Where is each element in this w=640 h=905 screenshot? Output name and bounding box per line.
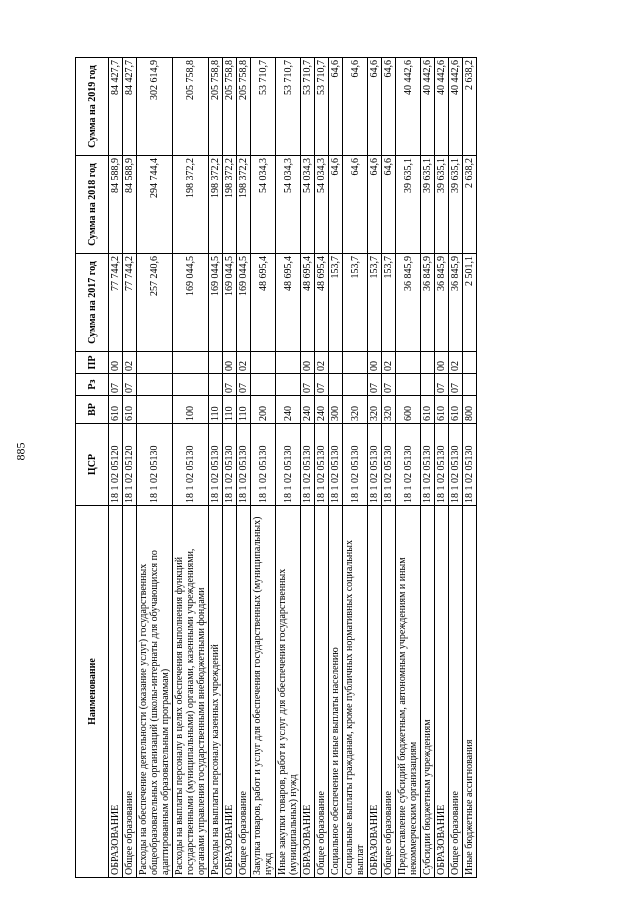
row-name: ОБРАЗОВАНИЕ bbox=[109, 506, 123, 878]
row-sum-2018: 198 372,2 bbox=[237, 156, 251, 254]
row-vr: 800 bbox=[463, 396, 477, 424]
row-sum-2017: 48 695,4 bbox=[276, 254, 301, 352]
row-vr: 600 bbox=[396, 396, 421, 424]
row-sum-2017: 36 845,9 bbox=[435, 254, 449, 352]
row-csr: 18 1 02 05130 bbox=[209, 424, 223, 506]
table-row bbox=[368, 58, 382, 878]
table-row bbox=[435, 58, 449, 878]
row-name: ОБРАЗОВАНИЕ bbox=[368, 506, 382, 878]
row-vr: 610 bbox=[449, 396, 463, 424]
table-body bbox=[109, 58, 477, 878]
row-sum-2019: 40 442,6 bbox=[396, 58, 421, 156]
row-sum-2019: 40 442,6 bbox=[449, 58, 463, 156]
row-rz: 07 bbox=[435, 374, 449, 396]
row-sum-2018: 294 744,4 bbox=[137, 156, 173, 254]
row-sum-2018: 54 034,3 bbox=[251, 156, 276, 254]
row-vr: 320 bbox=[368, 396, 382, 424]
header-sum-2019: Сумма на 2019 год bbox=[76, 58, 109, 156]
row-vr: 610 bbox=[435, 396, 449, 424]
table-row bbox=[123, 58, 137, 878]
row-rz: 07 bbox=[109, 374, 123, 396]
row-sum-2019: 302 614,9 bbox=[137, 58, 173, 156]
row-rz bbox=[421, 374, 435, 396]
header-csr: ЦСР bbox=[76, 424, 109, 506]
rotated-page-content bbox=[75, 58, 570, 878]
row-vr: 100 bbox=[173, 396, 209, 424]
row-name: Иные бюджетные ассигнования bbox=[463, 506, 477, 878]
row-name: Общее образование bbox=[449, 506, 463, 878]
row-pr bbox=[209, 352, 223, 374]
header-rz: Рз bbox=[76, 374, 109, 396]
row-sum-2019: 64,6 bbox=[343, 58, 368, 156]
row-sum-2019: 2 638,2 bbox=[463, 58, 477, 156]
row-sum-2018: 39 635,1 bbox=[396, 156, 421, 254]
row-sum-2017: 48 695,4 bbox=[251, 254, 276, 352]
row-csr: 18 1 02 05130 bbox=[276, 424, 301, 506]
row-vr: 110 bbox=[223, 396, 237, 424]
row-sum-2018: 64,6 bbox=[343, 156, 368, 254]
row-sum-2017: 153,7 bbox=[368, 254, 382, 352]
row-csr: 18 1 02 05130 bbox=[173, 424, 209, 506]
row-vr: 110 bbox=[237, 396, 251, 424]
row-rz: 07 bbox=[223, 374, 237, 396]
header-sum-2017: Сумма на 2017 год bbox=[76, 254, 109, 352]
row-sum-2018: 54 034,3 bbox=[301, 156, 315, 254]
row-pr: 00 bbox=[109, 352, 123, 374]
row-sum-2017: 77 744,2 bbox=[109, 254, 123, 352]
row-sum-2019: 84 427,7 bbox=[123, 58, 137, 156]
row-csr: 18 1 02 05130 bbox=[368, 424, 382, 506]
table-row bbox=[276, 58, 301, 878]
row-csr: 18 1 02 05130 bbox=[396, 424, 421, 506]
header-sum-2018: Сумма на 2018 год bbox=[76, 156, 109, 254]
row-vr: 300 bbox=[329, 396, 343, 424]
row-pr: 00 bbox=[368, 352, 382, 374]
row-csr: 18 1 02 05120 bbox=[109, 424, 123, 506]
row-sum-2017: 169 044,5 bbox=[237, 254, 251, 352]
row-csr: 18 1 02 05130 bbox=[251, 424, 276, 506]
row-csr: 18 1 02 05130 bbox=[449, 424, 463, 506]
row-vr: 320 bbox=[382, 396, 396, 424]
table-row bbox=[382, 58, 396, 878]
row-pr: 00 bbox=[301, 352, 315, 374]
row-vr: 200 bbox=[251, 396, 276, 424]
row-sum-2018: 64,6 bbox=[329, 156, 343, 254]
row-name: Общее образование bbox=[237, 506, 251, 878]
row-pr: 02 bbox=[123, 352, 137, 374]
row-rz bbox=[276, 374, 301, 396]
row-sum-2018: 54 034,3 bbox=[276, 156, 301, 254]
row-sum-2019: 64,6 bbox=[329, 58, 343, 156]
header-pr: ПР bbox=[76, 352, 109, 374]
row-name: Расходы на выплаты персоналу в целях обеспечения выполнения функций государственными (муниципальными) органами, казенными учреждениями, органами управления государственными внебюджетными фондами bbox=[173, 506, 209, 878]
row-sum-2017: 48 695,4 bbox=[301, 254, 315, 352]
row-rz: 07 bbox=[315, 374, 329, 396]
row-name: ОБРАЗОВАНИЕ bbox=[435, 506, 449, 878]
row-pr: 02 bbox=[382, 352, 396, 374]
row-rz: 07 bbox=[237, 374, 251, 396]
row-sum-2019: 53 710,7 bbox=[251, 58, 276, 156]
row-rz bbox=[396, 374, 421, 396]
row-name: Социальные выплаты гражданам, кроме публичных нормативных социальных выплат bbox=[343, 506, 368, 878]
table-row bbox=[396, 58, 421, 878]
row-csr: 18 1 02 05130 bbox=[382, 424, 396, 506]
row-sum-2018: 39 635,1 bbox=[435, 156, 449, 254]
table-row bbox=[463, 58, 477, 878]
row-sum-2017: 36 845,9 bbox=[396, 254, 421, 352]
row-sum-2018: 39 635,1 bbox=[421, 156, 435, 254]
row-sum-2019: 53 710,7 bbox=[301, 58, 315, 156]
row-vr: 610 bbox=[123, 396, 137, 424]
row-rz: 07 bbox=[368, 374, 382, 396]
row-sum-2017: 153,7 bbox=[343, 254, 368, 352]
row-name: Предоставление субсидий бюджетным, автономным учреждениям и иным некоммерческим организациям bbox=[396, 506, 421, 878]
row-pr bbox=[343, 352, 368, 374]
table-row bbox=[251, 58, 276, 878]
table-row bbox=[449, 58, 463, 878]
row-pr bbox=[173, 352, 209, 374]
table-row bbox=[301, 58, 315, 878]
row-rz bbox=[209, 374, 223, 396]
row-sum-2018: 64,6 bbox=[368, 156, 382, 254]
row-sum-2018: 2 638,2 bbox=[463, 156, 477, 254]
table-row bbox=[223, 58, 237, 878]
table-row bbox=[109, 58, 123, 878]
row-csr: 18 1 02 05130 bbox=[435, 424, 449, 506]
row-pr: 00 bbox=[223, 352, 237, 374]
row-rz: 07 bbox=[382, 374, 396, 396]
row-vr: 240 bbox=[315, 396, 329, 424]
row-sum-2018: 64,6 bbox=[382, 156, 396, 254]
row-csr: 18 1 02 05130 bbox=[315, 424, 329, 506]
row-vr: 610 bbox=[109, 396, 123, 424]
table-row bbox=[315, 58, 329, 878]
row-sum-2017: 77 744,2 bbox=[123, 254, 137, 352]
row-csr: 18 1 02 05130 bbox=[237, 424, 251, 506]
row-rz: 07 bbox=[449, 374, 463, 396]
row-pr bbox=[251, 352, 276, 374]
table-row bbox=[137, 58, 173, 878]
row-rz: 07 bbox=[123, 374, 137, 396]
row-sum-2018: 84 588,9 bbox=[109, 156, 123, 254]
row-name: ОБРАЗОВАНИЕ bbox=[301, 506, 315, 878]
row-sum-2017: 48 695,4 bbox=[315, 254, 329, 352]
row-sum-2017: 2 501,1 bbox=[463, 254, 477, 352]
row-name: ОБРАЗОВАНИЕ bbox=[223, 506, 237, 878]
row-csr: 18 1 02 05130 bbox=[223, 424, 237, 506]
table-row bbox=[329, 58, 343, 878]
row-pr bbox=[421, 352, 435, 374]
row-name: Общее образование bbox=[382, 506, 396, 878]
row-vr: 240 bbox=[301, 396, 315, 424]
row-vr bbox=[137, 396, 173, 424]
row-sum-2017: 169 044,5 bbox=[209, 254, 223, 352]
row-sum-2018: 84 588,9 bbox=[123, 156, 137, 254]
row-name: Иные закупки товаров, работ и услуг для обеспечения государственных (муниципальных) нужд bbox=[276, 506, 301, 878]
row-pr: 02 bbox=[449, 352, 463, 374]
row-name: Субсидии бюджетным учреждениям bbox=[421, 506, 435, 878]
row-sum-2017: 169 044,5 bbox=[223, 254, 237, 352]
row-rz bbox=[329, 374, 343, 396]
page-number: 885 bbox=[13, 442, 28, 461]
row-rz bbox=[137, 374, 173, 396]
table-row bbox=[421, 58, 435, 878]
row-sum-2017: 36 845,9 bbox=[449, 254, 463, 352]
row-sum-2019: 40 442,6 bbox=[435, 58, 449, 156]
row-sum-2019: 84 427,7 bbox=[109, 58, 123, 156]
row-pr bbox=[396, 352, 421, 374]
row-name: Общее образование bbox=[315, 506, 329, 878]
row-sum-2018: 54 034,3 bbox=[315, 156, 329, 254]
row-sum-2019: 64,6 bbox=[368, 58, 382, 156]
row-vr: 110 bbox=[209, 396, 223, 424]
row-name: Социальное обеспечение и иные выплаты населению bbox=[329, 506, 343, 878]
table-row bbox=[237, 58, 251, 878]
budget-table bbox=[75, 57, 477, 878]
row-rz: 07 bbox=[301, 374, 315, 396]
row-sum-2017: 169 044,5 bbox=[173, 254, 209, 352]
row-vr: 320 bbox=[343, 396, 368, 424]
row-name: Расходы на выплаты персоналу казенных учреждений bbox=[209, 506, 223, 878]
row-pr bbox=[329, 352, 343, 374]
row-pr: 02 bbox=[315, 352, 329, 374]
row-csr: 18 1 02 05130 bbox=[301, 424, 315, 506]
row-csr: 18 1 02 05130 bbox=[137, 424, 173, 506]
row-name: Закупка товаров, работ и услуг для обеспечения государственных (муниципальных) нужд bbox=[251, 506, 276, 878]
row-sum-2017: 257 240,6 bbox=[137, 254, 173, 352]
row-pr: 02 bbox=[237, 352, 251, 374]
row-csr: 18 1 02 05120 bbox=[123, 424, 137, 506]
row-sum-2019: 53 710,7 bbox=[315, 58, 329, 156]
table-header-row bbox=[76, 58, 109, 878]
row-sum-2017: 153,7 bbox=[382, 254, 396, 352]
row-name: Общее образование bbox=[123, 506, 137, 878]
row-sum-2019: 205 758,8 bbox=[237, 58, 251, 156]
row-pr: 00 bbox=[435, 352, 449, 374]
row-csr: 18 1 02 05130 bbox=[343, 424, 368, 506]
row-csr: 18 1 02 05130 bbox=[421, 424, 435, 506]
row-sum-2017: 153,7 bbox=[329, 254, 343, 352]
row-sum-2017: 36 845,9 bbox=[421, 254, 435, 352]
table-row bbox=[343, 58, 368, 878]
row-rz bbox=[343, 374, 368, 396]
row-rz bbox=[463, 374, 477, 396]
row-vr: 240 bbox=[276, 396, 301, 424]
row-sum-2018: 198 372,2 bbox=[209, 156, 223, 254]
row-name: Расходы на обеспечение деятельности (оказание услуг) государственных общеобразовательных организаций (школы-интернаты для обучающихся по адаптированным образовательным программам) bbox=[137, 506, 173, 878]
table-row bbox=[209, 58, 223, 878]
row-rz bbox=[251, 374, 276, 396]
row-rz bbox=[173, 374, 209, 396]
row-pr bbox=[463, 352, 477, 374]
header-vr: ВР bbox=[76, 396, 109, 424]
row-sum-2018: 198 372,2 bbox=[223, 156, 237, 254]
row-sum-2019: 205 758,8 bbox=[173, 58, 209, 156]
header-name: Наименование bbox=[76, 506, 109, 878]
row-sum-2019: 53 710,7 bbox=[276, 58, 301, 156]
table-row bbox=[173, 58, 209, 878]
row-pr bbox=[137, 352, 173, 374]
row-sum-2019: 205 758,8 bbox=[209, 58, 223, 156]
row-sum-2019: 64,6 bbox=[382, 58, 396, 156]
row-sum-2018: 198 372,2 bbox=[173, 156, 209, 254]
row-csr: 18 1 02 05130 bbox=[329, 424, 343, 506]
row-csr: 18 1 02 05130 bbox=[463, 424, 477, 506]
row-sum-2018: 39 635,1 bbox=[449, 156, 463, 254]
row-pr bbox=[276, 352, 301, 374]
row-sum-2019: 40 442,6 bbox=[421, 58, 435, 156]
row-vr: 610 bbox=[421, 396, 435, 424]
row-sum-2019: 205 758,8 bbox=[223, 58, 237, 156]
